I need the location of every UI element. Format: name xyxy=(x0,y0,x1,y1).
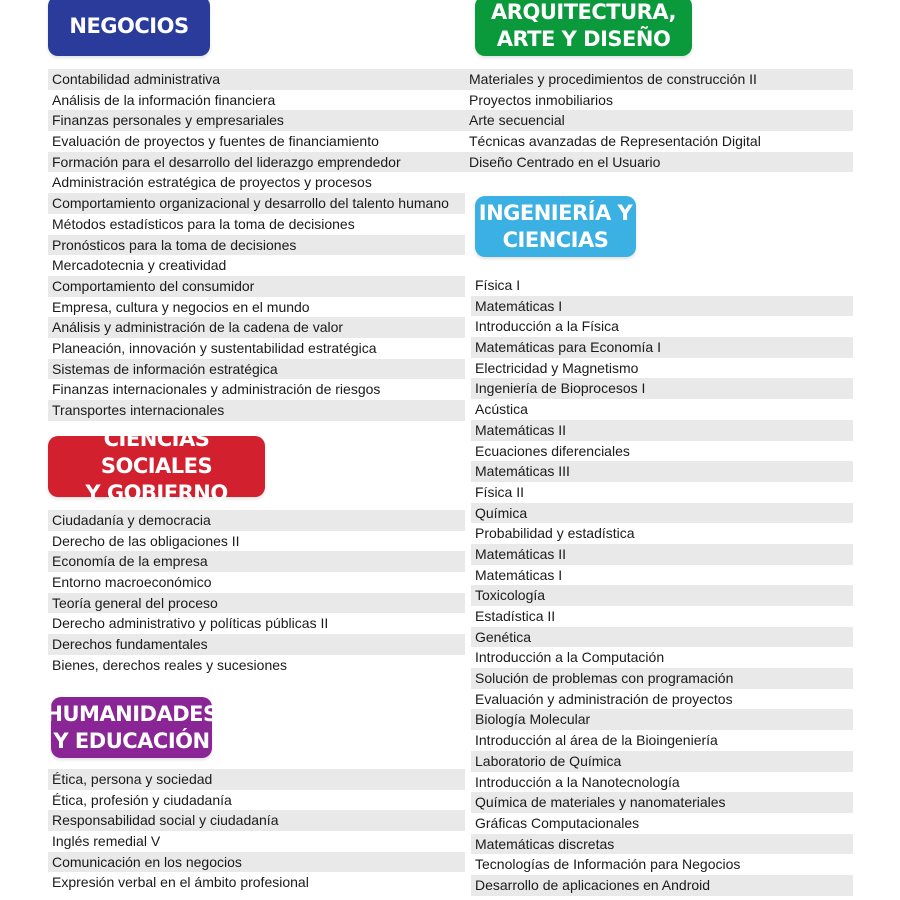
course-item: Expresión verbal en el ámbito profesional xyxy=(48,872,465,893)
course-item: Ética, profesión y ciudadanía xyxy=(48,790,465,811)
course-item: Genética xyxy=(471,627,853,648)
course-item: Análisis y administración de la cadena de valor xyxy=(48,317,465,338)
course-item: Arte secuencial xyxy=(465,110,853,131)
humanidades-title-line2: Y EDUCACIÓN xyxy=(53,728,210,753)
course-item: Acústica xyxy=(471,399,853,420)
course-item: Matemáticas para Economía I xyxy=(471,337,853,358)
arquitectura-badge xyxy=(475,0,692,56)
course-item: Métodos estadísticos para la toma de decisiones xyxy=(48,214,465,235)
course-item: Comunicación en los negocios xyxy=(48,852,465,873)
course-item: Responsabilidad social y ciudadanía xyxy=(48,810,465,831)
course-item: Contabilidad administrativa xyxy=(48,69,465,90)
course-item: Introducción al área de la Bioingeniería xyxy=(471,730,853,751)
course-item: Diseño Centrado en el Usuario xyxy=(465,152,853,173)
course-item: Comportamiento del consumidor xyxy=(48,276,465,297)
ciencias-sociales-title-line2: Y GOBIERNO xyxy=(85,481,228,505)
course-item: Empresa, cultura y negocios en el mundo xyxy=(48,297,465,318)
ciencias-sociales-badge xyxy=(48,427,265,505)
course-item: Evaluación de proyectos y fuentes de financiamiento xyxy=(48,131,465,152)
course-item: Física II xyxy=(471,482,853,503)
course-item: Electricidad y Magnetismo xyxy=(471,358,853,379)
course-item: Introducción a la Física xyxy=(471,316,853,337)
course-item: Toxicología xyxy=(471,585,853,606)
course-item: Gráficas Computacionales xyxy=(471,813,853,834)
ingenieria-badge xyxy=(475,196,636,257)
course-item: Matemáticas I xyxy=(471,565,853,586)
course-item: Física I xyxy=(471,275,853,296)
arquitectura-course-list xyxy=(465,69,853,172)
course-item: Introducción a la Nanotecnología xyxy=(471,772,853,793)
course-item: Pronósticos para la toma de decisiones xyxy=(48,235,465,256)
course-item: Matemáticas II xyxy=(471,544,853,565)
course-item: Matemáticas I xyxy=(471,296,853,317)
course-item: Economía de la empresa xyxy=(48,551,465,572)
course-item: Matemáticas II xyxy=(471,420,853,441)
course-item: Solución de problemas con programación xyxy=(471,668,853,689)
humanidades-badge xyxy=(45,697,218,758)
negocios-title: NEGOCIOS xyxy=(69,13,189,38)
negocios-badge xyxy=(48,0,210,56)
course-item: Evaluación y administración de proyectos xyxy=(471,689,853,710)
arquitectura-title-line2: ARTE Y DISEÑO xyxy=(496,27,671,51)
humanidades-course-list xyxy=(48,769,465,893)
course-item: Probabilidad y estadística xyxy=(471,523,853,544)
course-item: Planeación, innovación y sustentabilidad estratégica xyxy=(48,338,465,359)
course-item: Proyectos inmobiliarios xyxy=(465,90,853,111)
course-item: Bienes, derechos reales y sucesiones xyxy=(48,655,465,676)
course-item: Finanzas personales y empresariales xyxy=(48,110,465,131)
course-item: Ciudadanía y democracia xyxy=(48,510,465,531)
course-item: Ética, persona y sociedad xyxy=(48,769,465,790)
course-item: Química de materiales y nanomateriales xyxy=(471,792,853,813)
course-item: Administración estratégica de proyectos y procesos xyxy=(48,172,465,193)
ingenieria-course-list xyxy=(471,275,853,896)
course-item: Biología Molecular xyxy=(471,709,853,730)
course-item: Análisis de la información financiera xyxy=(48,90,465,111)
course-item: Inglés remedial V xyxy=(48,831,465,852)
course-item: Técnicas avanzadas de Representación Digital xyxy=(465,131,853,152)
course-item: Comportamiento organizacional y desarrollo del talento humano xyxy=(48,193,465,214)
arquitectura-title-line1: ARQUITECTURA, xyxy=(491,0,676,24)
course-item: Introducción a la Computación xyxy=(471,647,853,668)
course-item: Laboratorio de Química xyxy=(471,751,853,772)
ingenieria-title-line1: INGENIERÍA Y xyxy=(478,200,633,225)
course-item: Derecho administrativo y políticas públicas II xyxy=(48,613,465,634)
course-item: Finanzas internacionales y administración de riesgos xyxy=(48,379,465,400)
course-item: Química xyxy=(471,503,853,524)
course-item: Ingeniería de Bioprocesos I xyxy=(471,378,853,399)
negocios-course-list xyxy=(48,69,465,421)
course-item: Transportes internacionales xyxy=(48,400,465,421)
course-item: Teoría general del proceso xyxy=(48,593,465,614)
course-item: Desarrollo de aplicaciones en Android xyxy=(471,875,853,896)
course-item: Matemáticas III xyxy=(471,461,853,482)
course-item: Matemáticas discretas xyxy=(471,834,853,855)
course-item: Tecnologías de Información para Negocios xyxy=(471,854,853,875)
course-item: Derechos fundamentales xyxy=(48,634,465,655)
course-item: Sistemas de información estratégica xyxy=(48,359,465,380)
course-item: Entorno macroeconómico xyxy=(48,572,465,593)
ciencias-sociales-title-line1: CIENCIAS SOCIALES xyxy=(100,427,213,478)
course-item: Formación para el desarrollo del liderazgo emprendedor xyxy=(48,152,465,173)
course-item: Estadística II xyxy=(471,606,853,627)
course-item: Materiales y procedimientos de construcción II xyxy=(465,69,853,90)
course-item: Derecho de las obligaciones II xyxy=(48,531,465,552)
ciencias-sociales-course-list xyxy=(48,510,465,676)
ingenieria-title-line2: CIENCIAS xyxy=(502,227,609,252)
course-item: Mercadotecnia y creatividad xyxy=(48,255,465,276)
course-item: Ecuaciones diferenciales xyxy=(471,441,853,462)
humanidades-title-line1: HUMANIDADES xyxy=(45,701,218,726)
